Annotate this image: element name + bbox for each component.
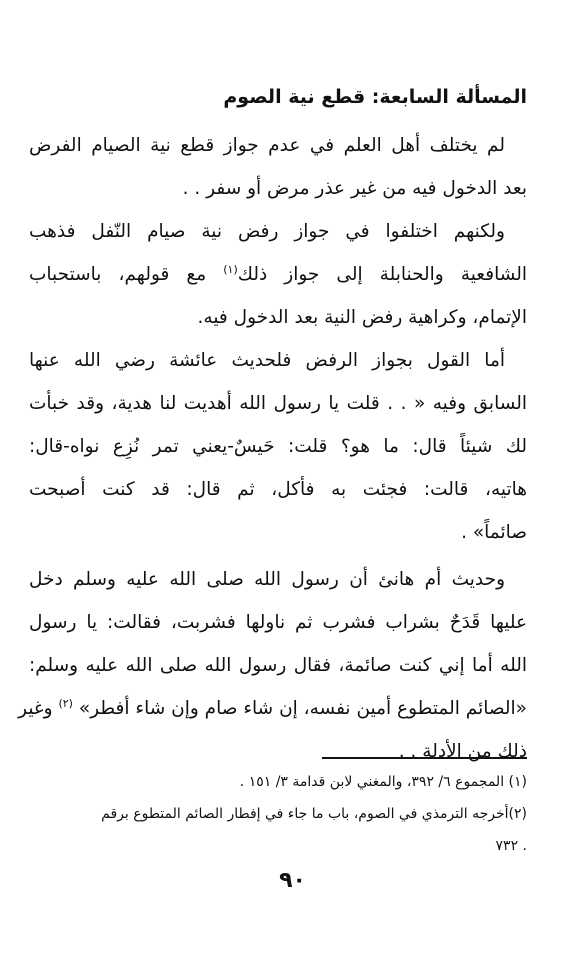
text-line: أما القول بجواز الرفض فلحديث عائشة رضي الله عنها — [29, 350, 505, 371]
text-line: لم يختلف أهل العلم في عدم جواز قطع نية الصيام الفرض — [29, 135, 505, 156]
footnote-marker-2: (٢) — [58, 696, 73, 710]
text-line: الله أما إني كنت صائمة، فقال رسول الله صلى الله عليه وسلم: — [29, 655, 527, 676]
text-segment: مع قولهم، باستحباب — [29, 264, 207, 285]
footnote-2: (٢)أخرجه الترمذي في الصوم، باب ما جاء في إفطار الصائم المتطوع برقم — [101, 806, 527, 822]
body-text — [18, 124, 527, 773]
text-line: بعد الدخول فيه من غير عذر مرض أو سفر . . — [182, 178, 527, 199]
text-line: لك شيئاً قال: ما هو؟ قلت: حَيسٌ-يعني تمر نُزِع نواه-قال: — [29, 436, 527, 457]
paragraph-1 — [29, 124, 527, 210]
footnote-1: (١) المجموع ٦/ ٣٩٢، والمغني لابن قدامة ٣/ ١٥١ . — [239, 774, 527, 790]
text-line: وحديث أم هانئ أن رسول الله صلى الله عليه وسلم دخل — [29, 569, 505, 590]
text-segment: «الصائم المتطوع أمين نفسه، إن شاء صام وإن شاء أفطر» — [78, 698, 527, 719]
text-line — [18, 687, 527, 730]
text-line: صائماً» . — [461, 522, 527, 543]
footnote-2-continuation: . ٧٣٢ — [495, 838, 527, 854]
paragraph-2 — [29, 210, 527, 339]
text-line: ذلك من الأدلة . . — [398, 741, 527, 762]
section-heading: المسألة السابعة: قطع نية الصوم — [223, 86, 527, 108]
footnote-marker-1: (١) — [223, 262, 238, 276]
footnote-divider — [322, 757, 527, 759]
text-line: هاتيه، قالت: فجئت به فأكل، ثم قال: قد كنت أصبحت — [29, 479, 527, 500]
text-line: عليها قَدَحٌ بشراب فشرب ثم ناولها فشربت، فقالت: يا رسول — [29, 612, 527, 633]
text-line: ولكنهم اختلفوا في جواز رفض نية صيام النّفل فذهب — [29, 221, 505, 242]
footnotes — [29, 766, 527, 862]
paragraph-4 — [18, 558, 527, 773]
paragraph-3 — [29, 339, 527, 554]
page-number: ٩٠ — [279, 868, 306, 893]
text-line: السابق وفيه « . . قلت يا رسول الله أهديت لنا هدية، وقد خبأت — [29, 393, 527, 414]
text-segment: وغير — [18, 698, 53, 719]
text-segment: الشافعية والحنابلة إلى جواز ذلك — [237, 264, 527, 285]
text-line — [29, 253, 527, 296]
text-line: الإتمام، وكراهية رفض النية بعد الدخول فيه. — [197, 307, 527, 328]
